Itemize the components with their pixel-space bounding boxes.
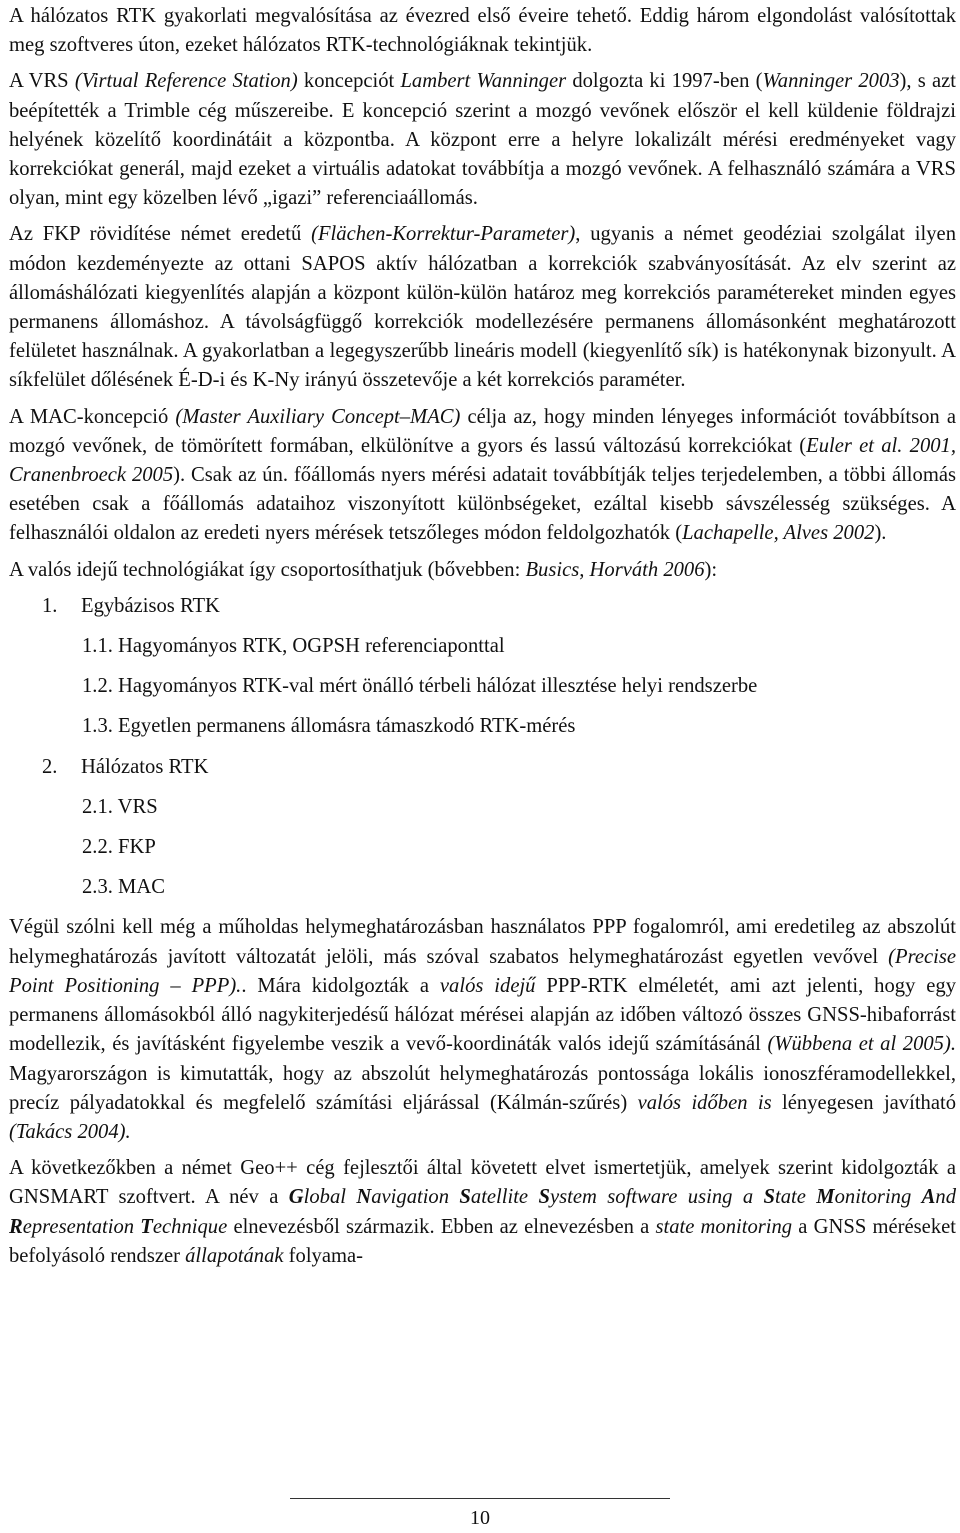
citation: Lachapelle, Alves 2002 xyxy=(682,522,875,545)
paragraph-gnsmart xyxy=(9,1154,956,1271)
list-label: MAC xyxy=(118,876,165,899)
footer-divider xyxy=(290,1498,670,1499)
text-run: ), s azt beépítették a Trimble cég műszereibe. E koncepció szerint a mozgó vevőnek először el kell küldenie földrajzi helyének közelítő koordinátáit a központba. A központ erre a helyre lokalizált mérési eredményeket vagy korrekciókat generál, majd ezeket a virtuális adatokat továbbítja a mozgó vevőnek. A felhasználó számára a VRS olyan, mint egy közelben lévő „igazi” referenciaállomás. xyxy=(9,70,956,210)
list-label: Hagyományos RTK, OGPSH referenciaponttal xyxy=(118,635,505,658)
italic-run: valós időben is xyxy=(637,1091,772,1114)
list-item xyxy=(82,833,956,862)
text-run: lényegesen javítható xyxy=(771,1091,957,1114)
text-run: A VRS xyxy=(9,70,75,93)
text-run: Az FKP rövidítése német eredetű xyxy=(9,223,312,246)
list-label: VRS xyxy=(117,795,158,818)
acronym-letter: S xyxy=(763,1186,775,1209)
acronym-letter: S xyxy=(459,1186,471,1209)
italic-run: állapotának xyxy=(185,1244,284,1267)
text-run: ystem software using a xyxy=(549,1186,764,1209)
text-run: nd xyxy=(935,1186,956,1209)
text-run: ). Csak az ún. főállomás nyers mérési adatait továbbítják teljes terjedelemben, a többi állomás esetében csak a főállomás adataihoz viszonyított különbségeket, ezáltal kisebb sávszélesség szükséges. A felhasználói oldalon az eredeti nyers mérések tetszőleges módon feldolgozhatók ( xyxy=(9,464,956,545)
acronym-letter: T xyxy=(140,1215,153,1238)
paragraph-ppp xyxy=(9,913,956,1147)
page-number: 10 xyxy=(470,1507,490,1529)
paragraph-network-rtk-intro xyxy=(9,2,956,60)
text-run: Magyarországon is kimutatták, hogy az abszolút helymeghatározás pontossága lokális ionoszféramodellekkel, precíz pályadatokkal és megfelelő számítási eljárással (Kálmán-szűrés) xyxy=(9,1062,956,1114)
list-number: 1.2. xyxy=(82,675,113,698)
text-run: Végül szólni kell még a műholdas helymeghatározásban használatos PPP fogalomról, ami eredetileg az abszolút helymeghatározás javított változatát jelöli, más szóval szabatos helymeghatározást egyetlen vevővel xyxy=(9,916,956,968)
list-number: 1. xyxy=(42,594,58,617)
text-run: , ugyanis a német geodéziai szolgálat ilyen módon kezdeményezte az ottani SAPOS aktív hálózatban a korrekciók szabványosítását. Az elv szerint az állomáshálózati kiegyenlítés alapján a központ külön-külön határoz meg korrekciós paramétereket minden egyes permanens állomáshoz. A távolságfüggő korrekciók modellezésére permanens állomásonként meghatározott felületet használnak. A gyakorlatban a legegyszerűbb lineáris modell (kiegyenlítő sík) is hatékonynak bizonyult. A síkfelület dőlésének É-D-i és K-Ny irányú összetevője a két korrekciós paraméter. xyxy=(9,223,956,392)
text-run: onitoring xyxy=(834,1186,922,1209)
text-run: PPP-RTK elméletét, ami azt jelenti, hogy egy permanens állomásokból álló nagykiterjedésű hálózat mérései alapján az időben változó összes GNSS-hibaforrást modellezik, és javításként figyelembe veszik a vevő-koordináták valós idejű számításánál xyxy=(9,974,957,1056)
text-run: A következőkben a német Geo++ cég fejlesztői által követett elvet ismertetjük, amelyek szerint kidolgozták a GNSMART szoftvert. A név a xyxy=(9,1157,956,1209)
list-item xyxy=(82,632,956,661)
citation: Wanninger 2003 xyxy=(762,70,900,93)
text-run: ): xyxy=(704,558,718,581)
italic-run: (Precise Point Positioning – PPP). xyxy=(9,945,956,997)
list-label: Hagyományos RTK-val mért önálló térbeli hálózat illesztése helyi rendszerbe xyxy=(118,675,758,698)
text-run: folyama- xyxy=(283,1244,363,1267)
citation: (Wübbena et al 2005). xyxy=(767,1033,956,1056)
text-run: elnevezésből származik. Ebben az elnevezésben a xyxy=(227,1215,656,1238)
paragraph-vrs xyxy=(9,67,956,213)
italic-run: valós idejű xyxy=(439,974,536,997)
text-run: lobal xyxy=(303,1186,357,1209)
italic-run: Lambert Wanninger xyxy=(400,70,567,93)
list-number: 2.1. xyxy=(82,795,113,818)
citation: Euler et al. 2001, Cranenbroeck 2005 xyxy=(9,434,956,487)
list-item xyxy=(82,873,956,902)
list-item xyxy=(42,753,956,782)
acronym-letter: G xyxy=(288,1186,304,1209)
italic-run: (Virtual Reference Station) xyxy=(74,70,298,93)
list-item xyxy=(82,712,956,741)
italic-run: (Flächen-Korrektur-Parameter) xyxy=(311,223,576,246)
list-label: Hálózatos RTK xyxy=(81,755,209,778)
italic-run: state monitoring xyxy=(655,1215,793,1238)
text-run: A valós idejű technológiákat így csoportosíthatjuk (bővebben: xyxy=(9,558,526,581)
list-number: 2.3. xyxy=(82,876,113,899)
italic-run: (Master Auxiliary Concept–MAC) xyxy=(175,405,461,428)
list-label: Egyetlen permanens állomásra támaszkodó RTK-mérés xyxy=(118,715,576,738)
list-number: 1.3. xyxy=(82,715,113,738)
acronym-letter: A xyxy=(921,1186,936,1209)
text-run: A MAC-koncepció xyxy=(9,405,176,428)
acronym-letter: R xyxy=(9,1215,23,1238)
list-item xyxy=(82,672,956,701)
text-run: atellite xyxy=(470,1186,539,1209)
text-run: . Mára kidolgozták a xyxy=(241,974,440,997)
text-run: ). xyxy=(874,522,887,545)
list-number: 1.1. xyxy=(82,635,113,658)
citation: Busics, Horváth 2006 xyxy=(525,558,705,581)
text-run: avigation xyxy=(371,1186,460,1209)
text-run: tate xyxy=(775,1186,817,1209)
text-run: dolgozta ki 1997-ben ( xyxy=(566,70,763,93)
list-item xyxy=(82,793,956,822)
list-number: 2. xyxy=(42,755,58,778)
text-run: echnique xyxy=(152,1215,228,1238)
citation: (Takács 2004). xyxy=(9,1120,131,1143)
paragraph-mac xyxy=(9,403,956,549)
text-run: A hálózatos RTK gyakorlati megvalósítása az évezred első éveire tehető. Eddig három elgondolást valósítottak meg szoftveres úton, ezeket hálózatos RTK-technológiáknak tekintjük. xyxy=(9,5,956,57)
rtk-classification-list xyxy=(9,592,956,903)
list-label: FKP xyxy=(118,836,156,859)
text-run: koncepciót xyxy=(297,70,401,93)
paragraph-fkp xyxy=(9,220,956,395)
paragraph-list-intro xyxy=(9,556,956,585)
list-item xyxy=(42,592,956,621)
text-run: epresentation xyxy=(22,1215,141,1238)
acronym-letter: N xyxy=(356,1186,372,1209)
acronym-letter: M xyxy=(816,1186,835,1209)
text-run: célja az, hogy minden lényeges információt továbbítson a mozgó vevőnek, de tömörített formában, elkülönítve a gyors és lassú változású korrekciókat ( xyxy=(9,405,956,457)
acronym-letter: S xyxy=(538,1186,550,1209)
list-label: Egybázisos RTK xyxy=(81,594,220,617)
text-run: a GNSS méréseket befolyásoló rendszer xyxy=(9,1215,956,1267)
list-number: 2.2. xyxy=(82,836,113,859)
